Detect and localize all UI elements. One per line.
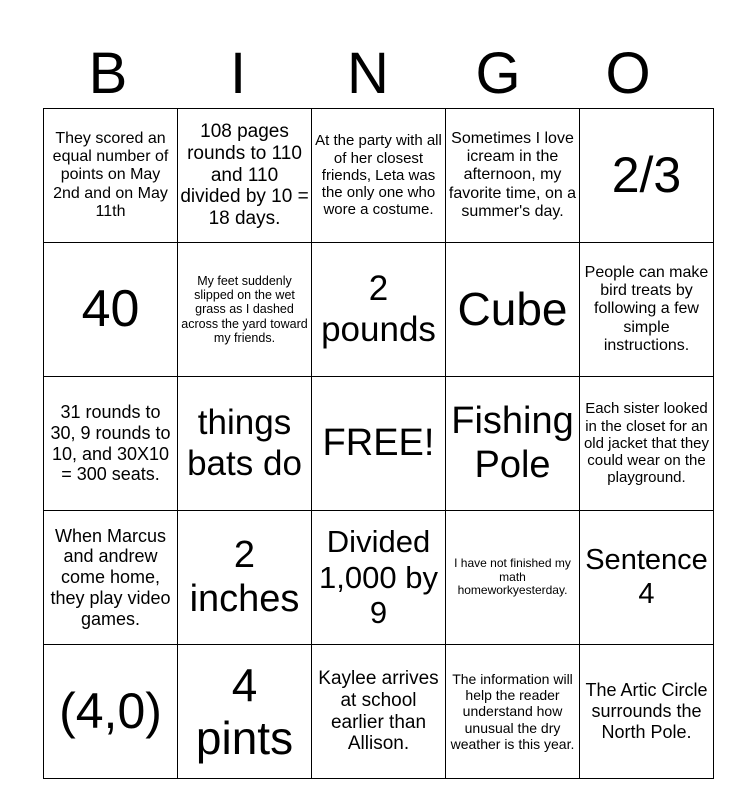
bingo-cell[interactable]: The information will help the reader understand how unusual the dry weather is this year. xyxy=(446,645,580,779)
board-row xyxy=(44,243,714,377)
bingo-cell[interactable]: Kaylee arrives at school earlier than Allison. xyxy=(312,645,446,779)
board-row xyxy=(44,377,714,511)
bingo-cell[interactable]: 31 rounds to 30, 9 rounds to 10, and 30X10 = 300 seats. xyxy=(44,377,178,511)
bingo-cell[interactable]: My feet suddenly slipped on the wet grass as I dashed across the yard toward my friends. xyxy=(178,243,312,377)
bingo-cell[interactable]: At the party with all of her closest friends, Leta was the only one who wore a costume. xyxy=(312,109,446,243)
bingo-cell[interactable]: 4 pints xyxy=(178,645,312,779)
bingo-cell[interactable]: People can make bird treats by following a few simple instructions. xyxy=(580,243,714,377)
board-row xyxy=(44,511,714,645)
bingo-header xyxy=(43,40,693,108)
bingo-cell[interactable]: The Artic Circle surrounds the North Pole. xyxy=(580,645,714,779)
bingo-cell[interactable]: Fishing Pole xyxy=(446,377,580,511)
bingo-cell[interactable]: 2 pounds xyxy=(312,243,446,377)
board-row xyxy=(44,109,714,243)
bingo-cell[interactable]: 2 inches xyxy=(178,511,312,645)
board-row xyxy=(44,645,714,779)
header-letter-g: G xyxy=(475,41,521,106)
header-letter-i: I xyxy=(229,41,247,106)
bingo-cell[interactable]: Each sister looked in the closet for an old jacket that they could wear on the playground. xyxy=(580,377,714,511)
free-space-cell[interactable]: FREE! xyxy=(312,377,446,511)
bingo-cell[interactable]: 2/3 xyxy=(580,109,714,243)
bingo-cell[interactable]: Divided 1,000 by 9 xyxy=(312,511,446,645)
bingo-board xyxy=(43,108,714,779)
bingo-cell[interactable]: Cube xyxy=(446,243,580,377)
bingo-cell[interactable]: I have not finished my math homeworkyesterday. xyxy=(446,511,580,645)
bingo-cell[interactable]: things bats do xyxy=(178,377,312,511)
header-letter-b: B xyxy=(88,41,128,106)
bingo-cell[interactable]: (4,0) xyxy=(44,645,178,779)
bingo-cell[interactable]: 40 xyxy=(44,243,178,377)
bingo-cell[interactable]: They scored an equal number of points on May 2nd and on May 11th xyxy=(44,109,178,243)
header-letter-n: N xyxy=(347,41,389,106)
bingo-cell[interactable]: Sometimes I love icream in the afternoon, my favorite time, on a summer's day. xyxy=(446,109,580,243)
bingo-cell[interactable]: Sentence 4 xyxy=(580,511,714,645)
header-letter-o: O xyxy=(605,41,651,106)
bingo-cell[interactable]: When Marcus and andrew come home, they play video games. xyxy=(44,511,178,645)
bingo-cell[interactable]: 108 pages rounds to 110 and 110 divided by 10 = 18 days. xyxy=(178,109,312,243)
